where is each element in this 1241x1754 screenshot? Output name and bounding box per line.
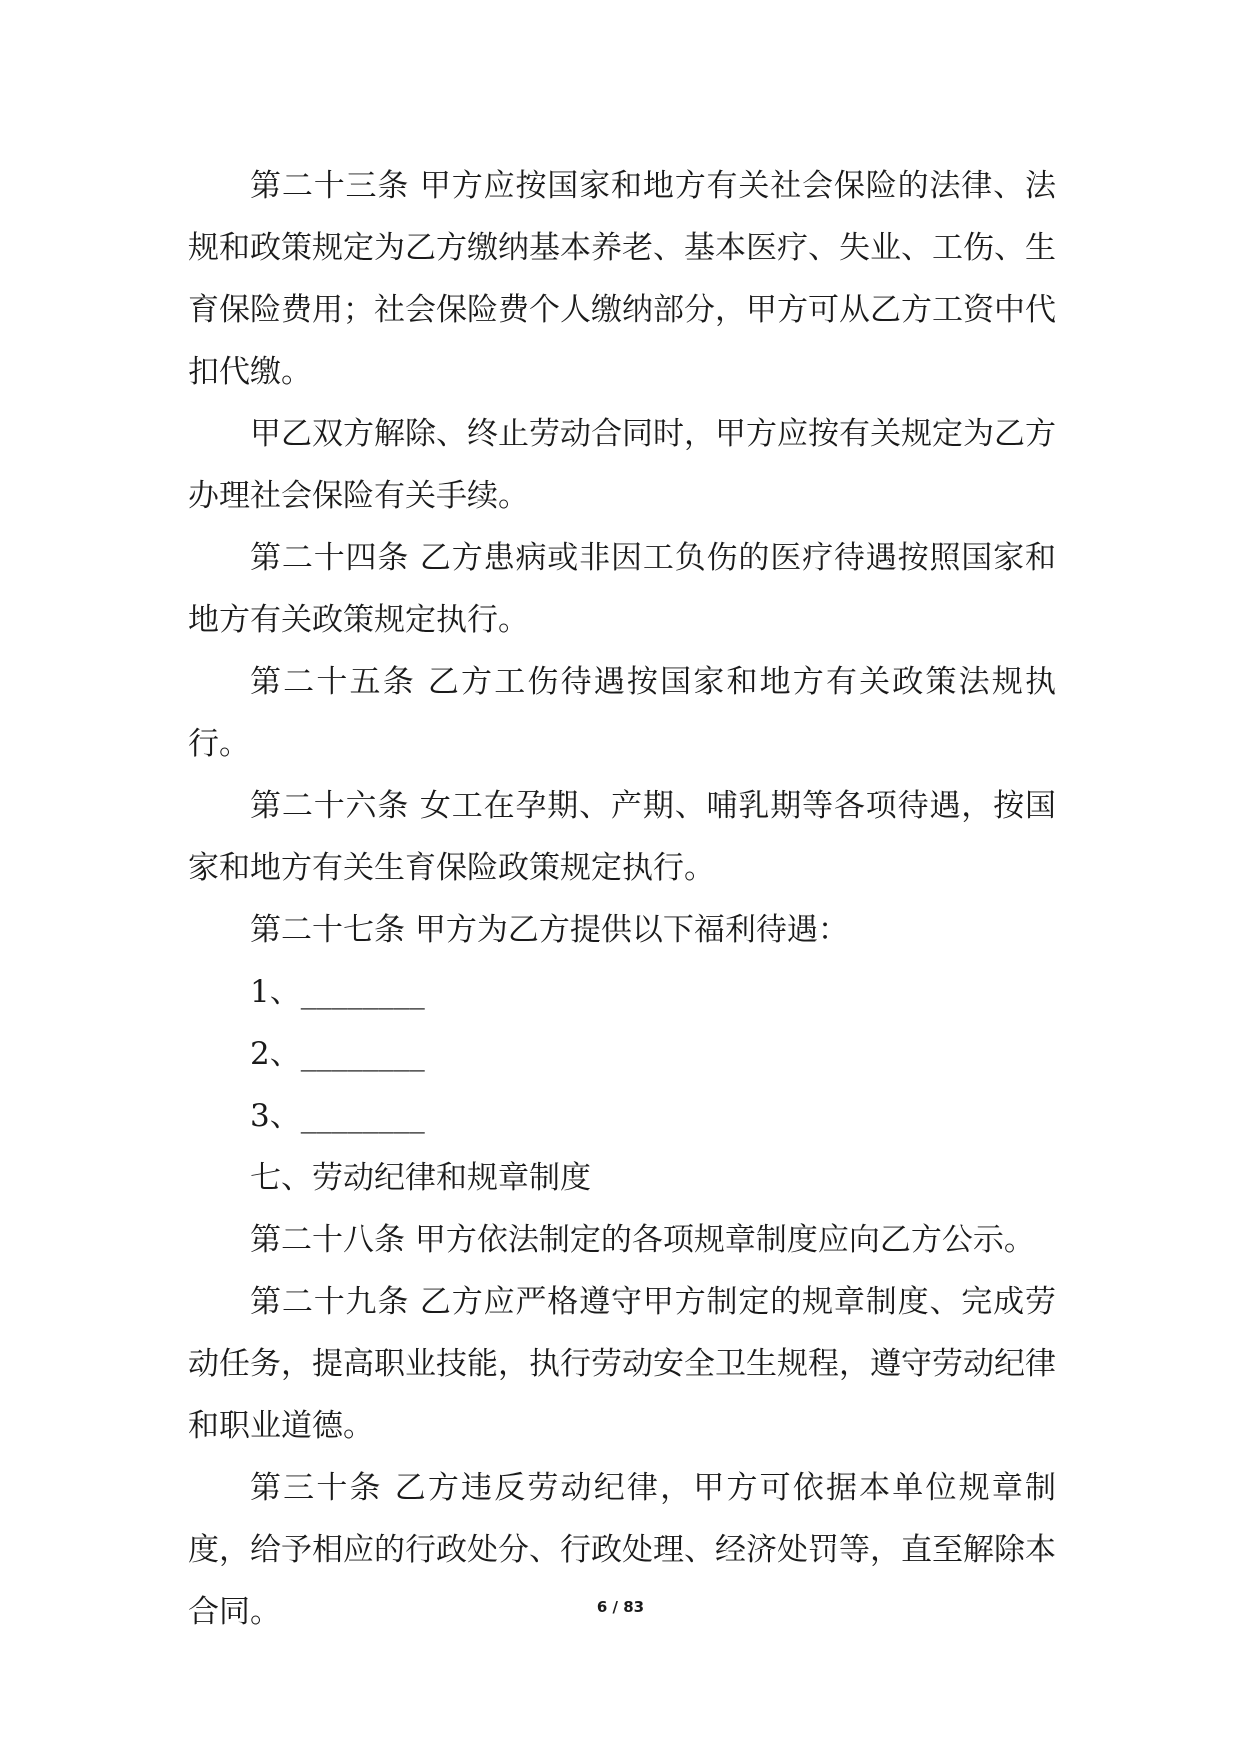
paragraph-termination-insurance: 甲乙双方解除、终止劳动合同时，甲方应按有关规定为乙方办理社会保险有关手续。 xyxy=(188,416,1056,514)
section-heading-discipline: 七、劳动纪律和规章制度 xyxy=(250,1160,591,1196)
paragraph-article-28: 第二十八条 甲方依法制定的各项规章制度应向乙方公示。 xyxy=(250,1222,1035,1258)
paragraph-article-30: 第三十条 乙方违反劳动纪律，甲方可依据本单位规章制度，给予相应的行政处分、行政处理、经济处罚等，直至解除本合同。 xyxy=(188,1470,1056,1630)
paragraph-article-24: 第二十四条 乙方患病或非因工负伤的医疗待遇按照国家和地方有关政策规定执行。 xyxy=(188,540,1056,638)
paragraph-article-27: 第二十七条 甲方为乙方提供以下福利待遇： xyxy=(250,912,849,948)
list-item-benefit-2: 2、________ xyxy=(250,1036,425,1072)
page-number: 6 / 83 xyxy=(596,1598,645,1616)
list-item-benefit-3: 3、________ xyxy=(250,1098,425,1134)
paragraph-article-25: 第二十五条 乙方工伤待遇按国家和地方有关政策法规执行。 xyxy=(188,664,1056,762)
paragraph-article-26: 第二十六条 女工在孕期、产期、哺乳期等各项待遇，按国家和地方有关生育保险政策规定执行。 xyxy=(188,788,1056,886)
paragraph-article-29: 第二十九条 乙方应严格遵守甲方制定的规章制度、完成劳动任务，提高职业技能，执行劳动安全卫生规程，遵守劳动纪律和职业道德。 xyxy=(188,1284,1056,1444)
paragraph-article-23: 第二十三条 甲方应按国家和地方有关社会保险的法律、法规和政策规定为乙方缴纳基本养老、基本医疗、失业、工伤、生育保险费用；社会保险费个人缴纳部分，甲方可从乙方工资中代扣代缴。 xyxy=(188,168,1056,390)
list-item-benefit-1: 1、________ xyxy=(250,974,425,1010)
document-body xyxy=(188,155,1056,1643)
